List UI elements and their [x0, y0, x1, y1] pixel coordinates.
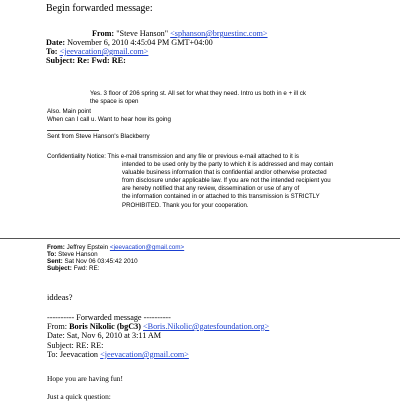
from-label: From:	[92, 29, 115, 38]
email-subject-line	[46, 56, 126, 66]
confidentiality-line: PROHIBITED. Thank you for your cooperation.	[122, 201, 249, 209]
forwarded-to-email-link[interactable]: <jeevacation@gmail.com>	[100, 350, 189, 359]
body-when: When can I call u. Want to hear how its going	[47, 116, 171, 123]
confidentiality-line: from disclosure under applicable law. If you are not the intended recipient you	[122, 177, 331, 185]
date-value: November 6, 2010 4:45:04 PM GMT+04:00	[67, 38, 213, 47]
forwarded-subject-line: Subject: RE: RE:	[47, 341, 104, 350]
second-subject-line	[47, 265, 100, 273]
confidentiality-lead: Confidentiality Notice: This e-mail transmission and any file or previous e-mail attached to it is	[47, 153, 299, 160]
forwarded-to-line	[47, 350, 189, 360]
quick-question-text: Just a quick question:	[47, 392, 111, 401]
second-subject-label: Subject:	[47, 265, 72, 272]
second-to-value: Steve Hanson	[58, 251, 98, 258]
begin-forwarded-label: Begin forwarded message:	[46, 3, 153, 14]
sent-from-signature: Sent from Steve Hanson's Blackberry	[47, 133, 150, 140]
second-from-value: Jeffrey Epstein	[66, 244, 109, 251]
subject-value: Re: Fwd: RE:	[77, 56, 126, 65]
second-sent-label: Sent:	[47, 258, 63, 265]
body-also: Also. Main point	[47, 108, 92, 115]
from-name: "Steve Hanson"	[116, 29, 169, 38]
confidentiality-line: the information contained in or attached to this transmission is STRICTLY	[122, 193, 320, 201]
confidentiality-line: intended to be used only by the party to which it is addressed and may contain	[122, 161, 334, 169]
date-label: Date:	[46, 38, 66, 47]
to-label: To:	[46, 47, 58, 56]
to-email-link[interactable]: <jeevacation@gmail.com>	[59, 47, 149, 56]
body-line-2: the space is open	[90, 98, 139, 105]
forwarded-from-email-link[interactable]: <Boris.Nikolic@gatesfoundation.org>	[143, 322, 270, 331]
second-from-label: From:	[47, 244, 65, 251]
forwarded-message-title: ---------- Forwarded message ----------	[47, 313, 171, 322]
from-email-link[interactable]: <sphanson@brguestinc.com>	[170, 29, 268, 38]
second-to-label: To:	[47, 251, 57, 258]
body-line-1: Yes. 3 floor of 206 spring st. All set for what they need. Intro us both in e + ill ck	[90, 90, 306, 97]
forwarded-date-line: Date: Sat, Nov 6, 2010 at 3:11 AM	[47, 331, 162, 340]
confidentiality-line: are hereby notified that any review, dissemination or use of any of	[122, 185, 300, 193]
forwarded-from-label: From:	[47, 322, 68, 331]
second-sent-value: Sat Nov 06 03:45:42 2010	[64, 258, 138, 265]
ideas-text: iddeas?	[47, 292, 73, 302]
section-divider	[0, 238, 400, 239]
forwarded-to-label: To: Jeevacation	[47, 350, 99, 359]
confidentiality-line: valuable business information that is confidential and/or otherwise protected	[122, 169, 327, 177]
confidentiality-notice	[47, 153, 377, 210]
hope-text: Hope you are having fun!	[47, 374, 123, 383]
signature-divider	[47, 130, 99, 131]
forwarded-from-name: Boris Nikolic (bgC3)	[69, 322, 141, 331]
second-from-email-link[interactable]: <jeevacation@gmail.com>	[109, 244, 185, 251]
subject-label: Subject:	[46, 56, 76, 65]
second-subject-value: Fwd: RE:	[73, 265, 100, 272]
